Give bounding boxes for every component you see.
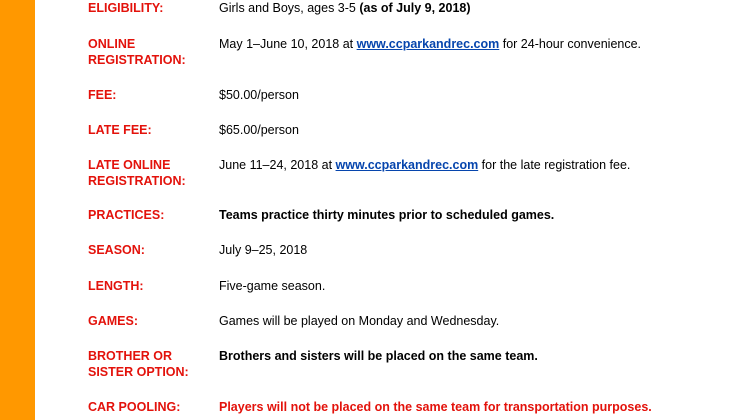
practices-value: Teams practice thirty minutes prior to scheduled games. bbox=[219, 208, 555, 222]
late-fee-value: $65.00/person bbox=[219, 123, 299, 137]
online-registration-dates: May 1–June 10, 2018 at bbox=[219, 37, 357, 51]
fee-value: $50.00/person bbox=[219, 88, 299, 102]
late-registration-note: for the late registration fee. bbox=[478, 158, 631, 172]
late-registration-link[interactable]: www.ccparkandrec.com bbox=[335, 158, 479, 172]
late-online-registration-label bbox=[88, 157, 213, 189]
online-registration-label-line1: ONLINE bbox=[88, 37, 136, 51]
sibling-option-value: Brothers and sisters will be placed on the same team. bbox=[219, 349, 538, 363]
car-pooling-label: CAR POOLING: bbox=[88, 400, 181, 414]
sibling-option-label bbox=[88, 348, 213, 380]
fee-label: FEE: bbox=[88, 88, 117, 102]
online-registration-note: for 24-hour convenience. bbox=[499, 37, 642, 51]
practices-label: PRACTICES: bbox=[88, 208, 165, 222]
length-label: LENGTH: bbox=[88, 279, 144, 293]
eligibility-label: ELIGIBILITY: bbox=[88, 1, 164, 15]
season-label: SEASON: bbox=[88, 243, 145, 257]
games-label: GAMES: bbox=[88, 314, 138, 328]
eligibility-value bbox=[219, 0, 739, 16]
late-online-registration-label-line2: REGISTRATION: bbox=[88, 174, 186, 188]
season-value: July 9–25, 2018 bbox=[219, 243, 308, 257]
late-registration-dates: June 11–24, 2018 at bbox=[219, 158, 336, 172]
car-pooling-value: Players will not be placed on the same team for transportation purposes. bbox=[219, 400, 652, 414]
sibling-option-label-line1: BROTHER OR bbox=[88, 349, 173, 363]
online-registration-value bbox=[219, 36, 739, 52]
online-registration-link[interactable]: www.ccparkandrec.com bbox=[356, 37, 500, 51]
late-fee-label: LATE FEE: bbox=[88, 123, 152, 137]
sibling-option-label-line2: SISTER OPTION: bbox=[88, 365, 189, 379]
online-registration-label bbox=[88, 36, 213, 68]
games-value: Games will be played on Monday and Wednesday. bbox=[219, 314, 500, 328]
late-online-registration-value bbox=[219, 157, 739, 173]
online-registration-label-line2: REGISTRATION: bbox=[88, 53, 186, 67]
eligibility-date-note: (as of July 9, 2018) bbox=[359, 1, 471, 15]
orange-side-bar bbox=[0, 0, 35, 420]
length-value: Five-game season. bbox=[219, 279, 326, 293]
eligibility-text: Girls and Boys, ages 3-5 bbox=[219, 1, 360, 15]
late-online-registration-label-line1: LATE ONLINE bbox=[88, 158, 171, 172]
